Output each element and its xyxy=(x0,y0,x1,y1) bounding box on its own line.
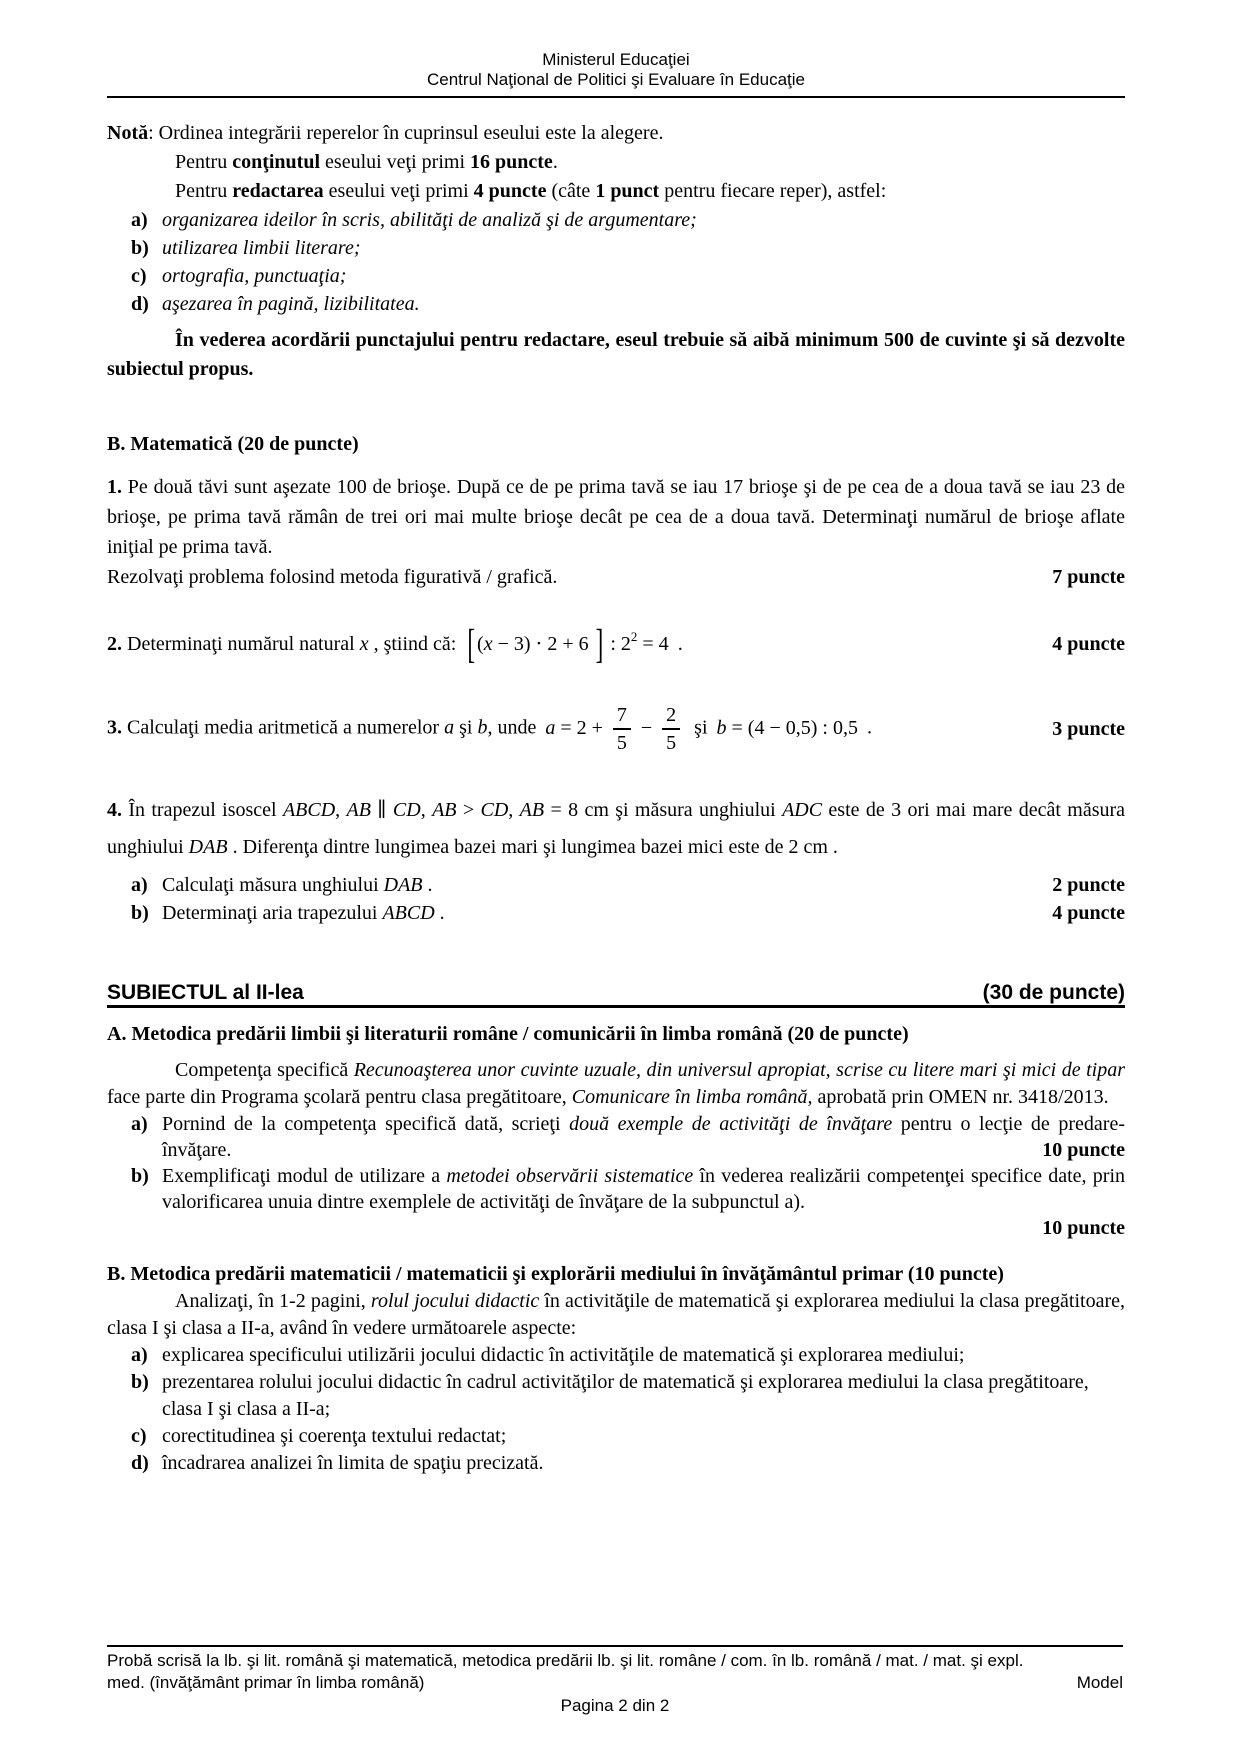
points-badge: 4 puncte xyxy=(1052,902,1125,924)
item-text: prezentarea rolului jocului didactic în cadrul activităţilor de matematică şi explorarea mediului la clasa pregătitoare, clasa I şi clasa a II-a; xyxy=(162,1371,1089,1420)
item-text: Pornind de la competenţa specifică dată, scrieţi două exemple de activităţi de învăţare pentru o lecţie de predare-învăţare. 10 puncte xyxy=(162,1113,1125,1161)
points-badge: 10 puncte xyxy=(1042,1217,1125,1239)
problem-4-subitems xyxy=(107,871,1125,927)
list-item xyxy=(107,1369,1125,1423)
subject-2-heading xyxy=(107,981,1125,1008)
problem-3-formula-a: a = 2 + $\frac{7}{5}$ − $\frac{2}{5}$ xyxy=(541,717,689,739)
points-badge: 4 puncte xyxy=(1052,632,1125,655)
problem-3-formula-b: b = (4 − 0,5) : 0,5 xyxy=(716,716,858,739)
section-2b-title: B. Metodica predării matematicii / matematicii şi explorării mediului în învăţământul primar (10 puncte) xyxy=(107,1263,1004,1285)
problem-2-text xyxy=(107,621,683,667)
problem-1-method: Rezolvaţi problema folosind metoda figurativă / grafică. xyxy=(107,566,558,588)
item-letter: b) xyxy=(131,237,149,259)
points-badge: 7 puncte xyxy=(1052,566,1125,588)
nota-line-2: Pentru conţinutul eseului veţi primi 16 puncte. xyxy=(175,151,558,173)
footer-line-1: Probă scrisă la lb. şi lit. română şi matematică, metodica predării lb. şi lit. române / com. în lb. română / mat. / mat. şi expl. xyxy=(107,1651,1024,1670)
item-letter: b) xyxy=(131,902,149,924)
item-text: Exemplificaţi modul de utilizare a metodei observării sistematice în vederea realizării competenţei specifice date, prin valorificarea unuia dintre exemplele de activităţi de învăţare de la subpunctul a). 10 puncte xyxy=(162,1165,1125,1239)
page-number: Pagina 2 din 2 xyxy=(560,1696,670,1715)
problem-2-tail: . xyxy=(672,632,683,655)
footer-line-2 xyxy=(107,1672,1123,1694)
page-content xyxy=(107,119,1125,1477)
problem-2-formula: [ (x − 3) ⋅ 2 + 6 ] : $2^2 = 4$ xyxy=(467,621,669,667)
list-item xyxy=(107,899,1125,927)
item-text: explicarea specificului utilizării jocului didactic în activităţile de matematică şi explorarea mediului; xyxy=(162,1344,965,1366)
item-letter: a) xyxy=(131,209,148,231)
problem-2-intro: 2. Determinaţi numărul natural x , ştiind că: xyxy=(107,632,462,655)
item-letter: a) xyxy=(131,1113,148,1135)
list-item xyxy=(107,206,1125,234)
nota-block xyxy=(107,119,1125,206)
problem-1 xyxy=(107,472,1125,592)
problem-1-method-row xyxy=(107,562,1125,592)
problem-3-text xyxy=(107,703,872,755)
points-badge: 2 puncte xyxy=(1052,874,1125,896)
points-badge: 10 puncte xyxy=(1042,1139,1125,1161)
problem-1-text: 1. Pe două tăvi sunt aşezate 100 de brioşe. După ce de pe prima tavă se iau 17 brioşe şi de pe cea de a doua tavă se iau 23 de brioşe, pe prima tavă rămân de trei ori mai multe brioşe decât pe cea de a doua tavă. Determinaţi numărul de brioşe aflate iniţial pe prima tavă. xyxy=(107,476,1125,558)
item-letter: a) xyxy=(131,874,148,896)
footer-model-label: Model xyxy=(1076,1673,1123,1692)
item-text: utilizarea limbii literare; xyxy=(162,237,361,259)
item-letter: d) xyxy=(131,1452,149,1474)
section-2a-title: A. Metodica predării limbii şi literaturii române / comunicării în limba română (20 de puncte) xyxy=(107,1023,909,1045)
ministry-title: Ministerul Educaţiei xyxy=(542,50,690,69)
nota-line-3: Pentru redactarea eseului veţi primi 4 puncte (câte 1 punct pentru fiecare reper), astfel: xyxy=(175,180,887,202)
item-letter: a) xyxy=(131,1344,148,1366)
problem-3-tail: . xyxy=(861,716,872,739)
list-item xyxy=(107,262,1125,290)
item-letter: c) xyxy=(131,265,147,287)
item-letter: c) xyxy=(131,1425,147,1447)
item-text: organizarea ideilor în scris, abilităţi de analiză şi de argumentare; xyxy=(162,209,697,231)
item-letter: b) xyxy=(131,1371,149,1393)
subject-2-points: (30 de puncte) xyxy=(982,981,1125,1004)
section-2a-items xyxy=(107,1111,1125,1241)
doc-header xyxy=(107,0,1125,98)
item-text: încadrarea analizei în limita de spaţiu precizată. xyxy=(162,1452,544,1474)
problem-2 xyxy=(107,618,1125,670)
list-item xyxy=(107,290,1125,318)
list-item xyxy=(107,1111,1125,1163)
item-text: corectitudinea şi coerenţa textului redactat; xyxy=(162,1425,507,1447)
problem-4-text: 4. În trapezul isoscel ABCD, AB ∥ CD, AB > CD, AB = 8 cm şi măsura unghiului ADC este de 3 ori mai mare decât măsura unghiului DAB . Diferenţa dintre lungimea bazei mari şi lungimea bazei mici este de 2 cm . xyxy=(107,799,1126,858)
problem-3 xyxy=(107,697,1125,761)
item-text: ortografia, punctuaţia; xyxy=(162,265,347,287)
problem-3-mid: şi xyxy=(689,716,713,739)
item-text: aşezarea în pagină, lizibilitatea. xyxy=(162,293,420,315)
list-item xyxy=(107,1342,1125,1369)
section-b-math-title: B. Matematică (20 de puncte) xyxy=(107,433,359,455)
center-title: Centrul Naţional de Politici şi Evaluare în Educaţie xyxy=(427,70,805,89)
section-2b-paragraph: Analizaţi, în 1-2 pagini, rolul jocului didactic în activităţile de matematică şi explorarea mediului la clasa pregătitoare, clasa I şi clasa a II-a, având în vedere următoarele aspecte: xyxy=(107,1290,1125,1339)
list-item xyxy=(107,1423,1125,1450)
points-badge: 3 puncte xyxy=(1052,717,1125,740)
problem-3-intro: 3. Calculaţi media aritmetică a numerelor a şi b, unde xyxy=(107,716,542,739)
list-item xyxy=(107,1450,1125,1477)
item-letter: d) xyxy=(131,293,149,315)
essay-criteria-list xyxy=(107,206,1125,318)
item-text: Determinaţi aria trapezului ABCD . xyxy=(162,902,445,924)
item-letter: b) xyxy=(131,1165,149,1187)
item-text: Calculaţi măsura unghiului DAB . xyxy=(162,874,433,896)
section-2a-paragraph: Competenţa specifică Recunoaşterea unor cuvinte uzuale, din universul apropiat, scrise cu litere mari şi mici de tipar face parte din Programa şcolară pentru clasa pregătitoare, Comunicare în limba română, aprobată prin OMEN nr. 3418/2013. xyxy=(107,1059,1125,1108)
nota-line-1: Notă: Ordinea integrării reperelor în cuprinsul eseului este la alegere. xyxy=(107,122,664,144)
list-item xyxy=(107,1163,1125,1241)
subject-2-title: SUBIECTUL al II-lea xyxy=(107,981,304,1004)
section-2b-items xyxy=(107,1342,1125,1477)
footer-line-2-left: med. (învăţământ primar în limba română) xyxy=(107,1673,425,1692)
list-item xyxy=(107,871,1125,899)
problem-4 xyxy=(107,792,1125,866)
doc-footer xyxy=(107,1645,1123,1717)
essay-requirement-note: În vederea acordării punctajului pentru redactare, eseul trebuie să aibă minimum 500 de cuvinte şi să dezvolte subiectul propus. xyxy=(107,329,1125,380)
list-item xyxy=(107,234,1125,262)
